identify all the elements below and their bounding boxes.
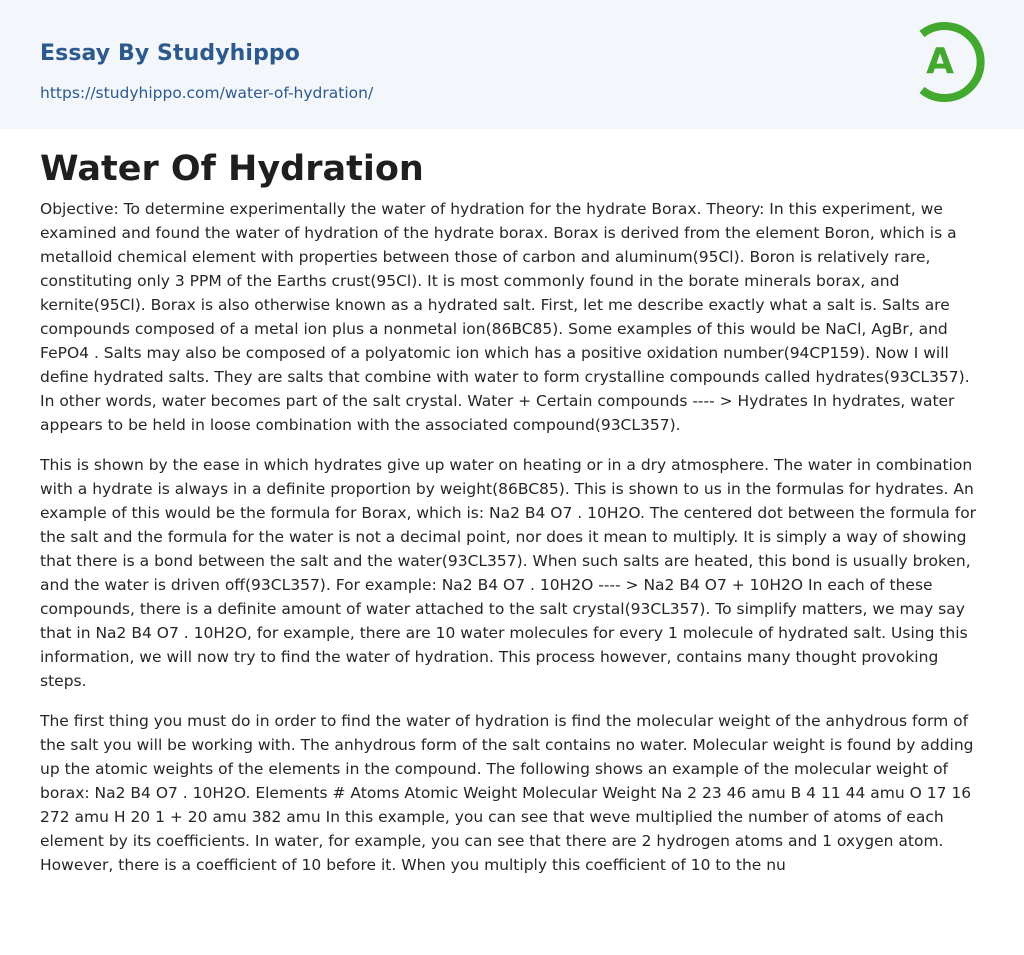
paragraph-1: Objective: To determine experimentally the water of hydration for the hydrate Borax. Theory: In this experiment, we examined and found the water of hydration of the hydrate borax. Borax is derived from the element Boron, which is a metalloid chemical element with properties between those of carbon and aluminum(95Cl). Boron is relatively rare, constituting only 3 PPM of the Earths crust(95Cl). It is most commonly found in the borate minerals borax, and kernite(95Cl). Borax is also otherwise known as a hydrated salt. First, let me describe exactly what a salt is. Salts are compounds composed of a metal ion plus a nonmetal ion(86BC85). Some examples of this would be NaCl, AgBr, and FePO4 . Salts may also be composed of a polyatomic ion which has a positive oxidation number(94CP159). Now I will define hydrated salts. They are salts that combine with water to form crystalline compounds called hydrates(93CL357). In other words, water becomes part of the salt crystal. Water + Certain compounds ---- > Hydrates In hydrates, water appears to be held in loose combination with the associated compound(93CL357). <box>40 200 970 434</box>
logo-letter: A <box>926 41 954 82</box>
page-title: Water Of Hydration <box>40 149 424 189</box>
paragraph-3: The first thing you must do in order to find the water of hydration is find the molecular weight of the anhydrous form of the salt you will be working with. The anhydrous form of the salt contains no water. Molecular weight is found by adding up the atomic weights of the elements in the compound. The following shows an example of the molecular weight of borax: Na2 B4 O7 . 10H2O. Elements # Atoms Atomic Weight Molecular Weight Na 2 23 46 amu B 4 11 44 amu O 17 16 272 amu H 20 1 + 20 amu 382 amu In this example, you can see that weve multiplied the number of atoms of each element by its coefficients. In water, for example, you can see that there are 2 hydrogen atoms and 1 oxygen atom. However, there is a coefficient of 10 before it. When you multiply this coefficient of 10 to the nu <box>40 712 974 874</box>
essay-url-link[interactable]: https://studyhippo.com/water-of-hydration/ <box>40 84 374 102</box>
site-brand[interactable]: Essay By Studyhippo <box>40 41 300 66</box>
article <box>40 129 986 877</box>
circle-a-logo-icon[interactable] <box>896 18 988 110</box>
site-header <box>0 0 1024 129</box>
paragraph-2: This is shown by the ease in which hydrates give up water on heating or in a dry atmosphere. The water in combination with a hydrate is always in a definite proportion by weight(86BC85). This is shown to us in the formulas for hydrates. An example of this would be the formula for Borax, which is: Na2 B4 O7 . 10H2O. The centered dot between the formula for the salt and the formula for the water is not a decimal point, nor does it mean to multiply. It is simply a way of showing that there is a bond between the salt and the water(93CL357). When such salts are heated, this bond is usually broken, and the water is driven off(93CL357). For example: Na2 B4 O7 . 10H2O ---- > Na2 B4 O7 + 10H2O In each of these compounds, there is a definite amount of water attached to the salt crystal(93CL357). To simplify matters, we may say that in Na2 B4 O7 . 10H2O, for example, there are 10 water molecules for every 1 molecule of hydrated salt. Using this information, we will now try to find the water of hydration. This process however, contains many thought provoking steps. <box>40 456 977 690</box>
